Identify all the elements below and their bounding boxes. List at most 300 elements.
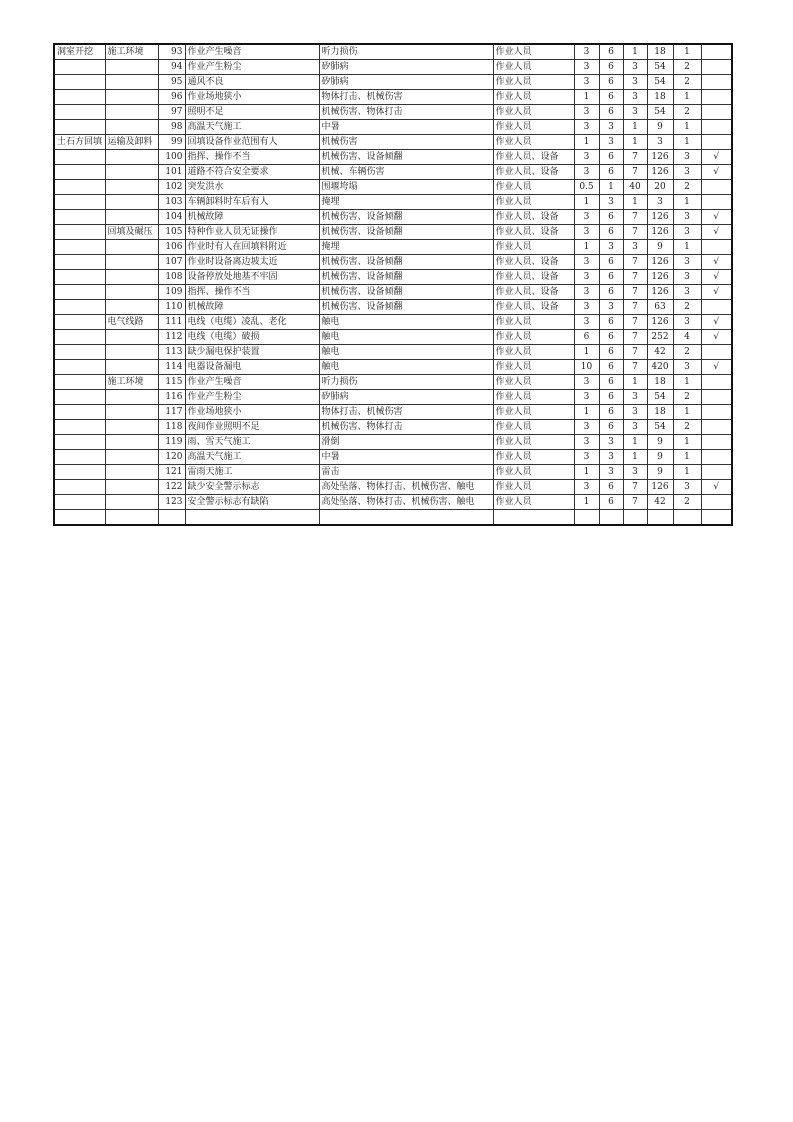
- consequence-cell: 触电: [319, 360, 493, 375]
- major-risk-check-cell: [701, 420, 732, 435]
- category-cell: [54, 75, 105, 90]
- risk-value-cell: 126: [647, 255, 673, 270]
- subcategory-cell: [105, 210, 158, 225]
- subcategory-cell: [105, 450, 158, 465]
- risk-level-cell: 3: [673, 360, 701, 375]
- risk-level-cell: 2: [673, 105, 701, 120]
- hazard-cell: 指挥、操作不当: [185, 285, 319, 300]
- major-risk-check-cell: √: [701, 330, 732, 345]
- likelihood-cell: 3: [574, 420, 599, 435]
- major-risk-check-cell: √: [701, 480, 732, 495]
- table-row: [54, 225, 732, 240]
- category-cell: [54, 390, 105, 405]
- risk-level-cell: 2: [673, 420, 701, 435]
- consequence-cell: 高处坠落、物体打击、机械伤害、触电: [319, 495, 493, 510]
- category-cell: 洞室开挖: [54, 44, 105, 60]
- hazard-cell: 突发洪水: [185, 180, 319, 195]
- major-risk-check-cell: √: [701, 360, 732, 375]
- risk-value-cell: 9: [647, 120, 673, 135]
- risk-value-cell: 252: [647, 330, 673, 345]
- hazard-cell: 作业产生噪音: [185, 375, 319, 390]
- category-cell: [54, 300, 105, 315]
- hazard-cell: 电线（电缆）破损: [185, 330, 319, 345]
- category-cell: [54, 90, 105, 105]
- consequence-cell: 机械伤害、设备倾翻: [319, 255, 493, 270]
- consequence-cell: 听力损伤: [319, 44, 493, 60]
- major-risk-check-cell: √: [701, 255, 732, 270]
- exposure-cell: 3: [599, 120, 623, 135]
- risk-level-cell: 1: [673, 465, 701, 480]
- risk-level-cell: 2: [673, 390, 701, 405]
- risk-value-cell: 126: [647, 480, 673, 495]
- risk-level-cell: 2: [673, 300, 701, 315]
- consequence-score-cell: 7: [623, 360, 647, 375]
- row-number-cell: 111: [158, 315, 185, 330]
- exposure-cell: 6: [599, 255, 623, 270]
- subcategory-cell: [105, 150, 158, 165]
- likelihood-cell: 3: [574, 315, 599, 330]
- category-cell: [54, 150, 105, 165]
- exposure-cell: 3: [599, 300, 623, 315]
- category-cell: [54, 330, 105, 345]
- likelihood-cell: 1: [574, 345, 599, 360]
- affected-cell: 作业人员、设备: [493, 150, 574, 165]
- risk-value-cell: 63: [647, 300, 673, 315]
- risk-level-cell: 1: [673, 195, 701, 210]
- row-number-cell: 112: [158, 330, 185, 345]
- consequence-cell: 机械伤害、设备倾翻: [319, 210, 493, 225]
- major-risk-check-cell: [701, 180, 732, 195]
- major-risk-check-cell: [701, 495, 732, 510]
- affected-cell: 作业人员: [493, 330, 574, 345]
- table-row: [54, 480, 732, 495]
- consequence-cell: 高处坠落、物体打击、机械伤害、触电: [319, 480, 493, 495]
- likelihood-cell: 10: [574, 360, 599, 375]
- exposure-cell: 3: [599, 450, 623, 465]
- hazard-cell: 雨、雪天气施工: [185, 435, 319, 450]
- affected-cell: 作业人员: [493, 60, 574, 75]
- exposure-cell: 6: [599, 105, 623, 120]
- major-risk-check-cell: √: [701, 285, 732, 300]
- likelihood-cell: 0.5: [574, 180, 599, 195]
- hazard-cell: 特种作业人员无证操作: [185, 225, 319, 240]
- hazard-cell: 作业产生粉尘: [185, 60, 319, 75]
- major-risk-check-cell: [701, 435, 732, 450]
- table-row: [54, 495, 732, 510]
- risk-value-cell: 126: [647, 315, 673, 330]
- consequence-score-cell: 3: [623, 75, 647, 90]
- risk-level-cell: [673, 510, 701, 526]
- category-cell: [54, 255, 105, 270]
- exposure-cell: 6: [599, 150, 623, 165]
- consequence-score-cell: 1: [623, 44, 647, 60]
- affected-cell: 作业人员: [493, 90, 574, 105]
- table-row: [54, 180, 732, 195]
- likelihood-cell: 3: [574, 105, 599, 120]
- exposure-cell: 3: [599, 195, 623, 210]
- consequence-score-cell: 7: [623, 270, 647, 285]
- category-cell: [54, 60, 105, 75]
- consequence-cell: 机械、车辆伤害: [319, 165, 493, 180]
- subcategory-cell: [105, 180, 158, 195]
- exposure-cell: 6: [599, 210, 623, 225]
- consequence-cell: 矽肺病: [319, 60, 493, 75]
- table-row: [54, 105, 732, 120]
- exposure-cell: 6: [599, 330, 623, 345]
- table-row: [54, 210, 732, 225]
- consequence-score-cell: 3: [623, 390, 647, 405]
- row-number-cell: 118: [158, 420, 185, 435]
- major-risk-check-cell: √: [701, 270, 732, 285]
- major-risk-check-cell: [701, 90, 732, 105]
- table-row: [54, 435, 732, 450]
- affected-cell: 作业人员: [493, 345, 574, 360]
- exposure-cell: 3: [599, 240, 623, 255]
- subcategory-cell: [105, 495, 158, 510]
- hazard-cell: 作业产生粉尘: [185, 390, 319, 405]
- consequence-cell: 矽肺病: [319, 75, 493, 90]
- consequence-cell: 中暑: [319, 450, 493, 465]
- consequence-cell: 机械伤害、物体打击: [319, 105, 493, 120]
- likelihood-cell: 3: [574, 120, 599, 135]
- hazard-cell: 通风不良: [185, 75, 319, 90]
- subcategory-cell: [105, 360, 158, 375]
- risk-value-cell: 54: [647, 105, 673, 120]
- consequence-score-cell: 7: [623, 285, 647, 300]
- major-risk-check-cell: [701, 75, 732, 90]
- consequence-cell: 雷击: [319, 465, 493, 480]
- consequence-cell: 物体打击、机械伤害: [319, 90, 493, 105]
- category-cell: [54, 345, 105, 360]
- risk-value-cell: 54: [647, 60, 673, 75]
- row-number-cell: 97: [158, 105, 185, 120]
- affected-cell: 作业人员: [493, 240, 574, 255]
- exposure-cell: 6: [599, 165, 623, 180]
- major-risk-check-cell: √: [701, 165, 732, 180]
- table-row: [54, 510, 732, 526]
- hazard-cell: [185, 510, 319, 526]
- category-cell: [54, 180, 105, 195]
- subcategory-cell: [105, 270, 158, 285]
- hazard-cell: 电器设备漏电: [185, 360, 319, 375]
- likelihood-cell: 3: [574, 300, 599, 315]
- risk-level-cell: 3: [673, 165, 701, 180]
- major-risk-check-cell: [701, 135, 732, 150]
- likelihood-cell: 3: [574, 390, 599, 405]
- risk-value-cell: 54: [647, 390, 673, 405]
- exposure-cell: 1: [599, 180, 623, 195]
- exposure-cell: 6: [599, 44, 623, 60]
- affected-cell: 作业人员: [493, 44, 574, 60]
- table-row: [54, 90, 732, 105]
- subcategory-cell: [105, 75, 158, 90]
- consequence-cell: 中暑: [319, 120, 493, 135]
- table-row: [54, 60, 732, 75]
- likelihood-cell: 3: [574, 225, 599, 240]
- risk-level-cell: 4: [673, 330, 701, 345]
- affected-cell: 作业人员: [493, 375, 574, 390]
- consequence-score-cell: 7: [623, 480, 647, 495]
- consequence-score-cell: 7: [623, 210, 647, 225]
- exposure-cell: 6: [599, 420, 623, 435]
- risk-level-cell: 3: [673, 210, 701, 225]
- category-cell: [54, 450, 105, 465]
- consequence-score-cell: 7: [623, 225, 647, 240]
- affected-cell: 作业人员: [493, 405, 574, 420]
- row-number-cell: 122: [158, 480, 185, 495]
- consequence-score-cell: 3: [623, 60, 647, 75]
- consequence-cell: 物体打击、机械伤害: [319, 405, 493, 420]
- category-cell: [54, 195, 105, 210]
- consequence-score-cell: 3: [623, 405, 647, 420]
- risk-level-cell: 2: [673, 345, 701, 360]
- hazard-cell: 作业场地狭小: [185, 405, 319, 420]
- category-cell: [54, 480, 105, 495]
- table-row: [54, 390, 732, 405]
- risk-value-cell: 54: [647, 75, 673, 90]
- table-row: [54, 150, 732, 165]
- consequence-cell: 机械伤害、设备倾翻: [319, 270, 493, 285]
- affected-cell: 作业人员、设备: [493, 255, 574, 270]
- risk-level-cell: 1: [673, 375, 701, 390]
- affected-cell: 作业人员: [493, 390, 574, 405]
- risk-value-cell: 126: [647, 270, 673, 285]
- likelihood-cell: 3: [574, 60, 599, 75]
- category-cell: 土石方回填: [54, 135, 105, 150]
- subcategory-cell: [105, 465, 158, 480]
- row-number-cell: 98: [158, 120, 185, 135]
- table-row: [54, 120, 732, 135]
- consequence-score-cell: 7: [623, 495, 647, 510]
- exposure-cell: 3: [599, 435, 623, 450]
- hazard-cell: 作业时设备离边坡太近: [185, 255, 319, 270]
- row-number-cell: 106: [158, 240, 185, 255]
- risk-value-cell: 3: [647, 195, 673, 210]
- subcategory-cell: [105, 300, 158, 315]
- exposure-cell: 6: [599, 480, 623, 495]
- category-cell: [54, 495, 105, 510]
- risk-value-cell: 42: [647, 495, 673, 510]
- hazard-cell: 机械故障: [185, 210, 319, 225]
- exposure-cell: 6: [599, 375, 623, 390]
- hazard-cell: 夜间作业照明不足: [185, 420, 319, 435]
- hazard-cell: 缺少漏电保护装置: [185, 345, 319, 360]
- row-number-cell: 95: [158, 75, 185, 90]
- major-risk-check-cell: √: [701, 210, 732, 225]
- exposure-cell: 6: [599, 315, 623, 330]
- affected-cell: 作业人员: [493, 195, 574, 210]
- exposure-cell: 6: [599, 60, 623, 75]
- consequence-score-cell: 3: [623, 90, 647, 105]
- subcategory-cell: 运输及卸料: [105, 135, 158, 150]
- risk-level-cell: 1: [673, 44, 701, 60]
- risk-level-cell: 1: [673, 450, 701, 465]
- consequence-cell: 机械伤害、物体打击: [319, 420, 493, 435]
- risk-value-cell: 9: [647, 450, 673, 465]
- table-row: [54, 345, 732, 360]
- category-cell: [54, 510, 105, 526]
- affected-cell: [493, 510, 574, 526]
- exposure-cell: 6: [599, 345, 623, 360]
- row-number-cell: 105: [158, 225, 185, 240]
- consequence-cell: 机械伤害: [319, 135, 493, 150]
- exposure-cell: 6: [599, 75, 623, 90]
- table-row: [54, 240, 732, 255]
- major-risk-check-cell: [701, 405, 732, 420]
- subcategory-cell: [105, 510, 158, 526]
- likelihood-cell: [574, 510, 599, 526]
- category-cell: [54, 405, 105, 420]
- row-number-cell: 123: [158, 495, 185, 510]
- consequence-score-cell: 7: [623, 255, 647, 270]
- exposure-cell: 3: [599, 465, 623, 480]
- risk-level-cell: 3: [673, 225, 701, 240]
- subcategory-cell: [105, 120, 158, 135]
- risk-level-cell: 1: [673, 90, 701, 105]
- row-number-cell: 102: [158, 180, 185, 195]
- subcategory-cell: [105, 390, 158, 405]
- major-risk-check-cell: [701, 195, 732, 210]
- risk-level-cell: 1: [673, 120, 701, 135]
- exposure-cell: 6: [599, 270, 623, 285]
- risk-value-cell: 126: [647, 210, 673, 225]
- hazard-cell: 雷雨天施工: [185, 465, 319, 480]
- affected-cell: 作业人员: [493, 105, 574, 120]
- risk-value-cell: 126: [647, 165, 673, 180]
- consequence-score-cell: 3: [623, 465, 647, 480]
- row-number-cell: 96: [158, 90, 185, 105]
- subcategory-cell: [105, 435, 158, 450]
- risk-level-cell: 2: [673, 75, 701, 90]
- affected-cell: 作业人员、设备: [493, 165, 574, 180]
- major-risk-check-cell: √: [701, 150, 732, 165]
- row-number-cell: 99: [158, 135, 185, 150]
- subcategory-cell: 施工环境: [105, 375, 158, 390]
- exposure-cell: 6: [599, 495, 623, 510]
- affected-cell: 作业人员: [493, 75, 574, 90]
- likelihood-cell: 3: [574, 480, 599, 495]
- category-cell: [54, 465, 105, 480]
- likelihood-cell: 3: [574, 150, 599, 165]
- consequence-score-cell: 7: [623, 150, 647, 165]
- row-number-cell: 108: [158, 270, 185, 285]
- exposure-cell: 3: [599, 135, 623, 150]
- affected-cell: 作业人员、设备: [493, 300, 574, 315]
- consequence-cell: 掩埋: [319, 195, 493, 210]
- affected-cell: 作业人员、设备: [493, 225, 574, 240]
- likelihood-cell: 1: [574, 240, 599, 255]
- category-cell: [54, 165, 105, 180]
- consequence-cell: 听力损伤: [319, 375, 493, 390]
- subcategory-cell: 电气线路: [105, 315, 158, 330]
- risk-value-cell: 420: [647, 360, 673, 375]
- consequence-score-cell: 3: [623, 240, 647, 255]
- exposure-cell: 6: [599, 405, 623, 420]
- risk-level-cell: 3: [673, 285, 701, 300]
- likelihood-cell: 1: [574, 195, 599, 210]
- exposure-cell: 6: [599, 285, 623, 300]
- table-row: [54, 285, 732, 300]
- risk-value-cell: 126: [647, 225, 673, 240]
- hazard-cell: 缺少安全警示标志: [185, 480, 319, 495]
- subcategory-cell: [105, 420, 158, 435]
- hazard-cell: 指挥、操作不当: [185, 150, 319, 165]
- table-row: [54, 255, 732, 270]
- major-risk-check-cell: [701, 345, 732, 360]
- affected-cell: 作业人员: [493, 495, 574, 510]
- hazard-cell: 电线（电缆）凌乱、老化: [185, 315, 319, 330]
- affected-cell: 作业人员: [493, 120, 574, 135]
- hazard-cell: 回填设备作业范围有人: [185, 135, 319, 150]
- row-number-cell: 109: [158, 285, 185, 300]
- table-row: [54, 360, 732, 375]
- major-risk-check-cell: [701, 450, 732, 465]
- row-number-cell: [158, 510, 185, 526]
- consequence-score-cell: 1: [623, 120, 647, 135]
- table-row: [54, 405, 732, 420]
- row-number-cell: 93: [158, 44, 185, 60]
- likelihood-cell: 1: [574, 405, 599, 420]
- consequence-cell: 矽肺病: [319, 390, 493, 405]
- row-number-cell: 110: [158, 300, 185, 315]
- consequence-cell: [319, 510, 493, 526]
- consequence-cell: 滑倒: [319, 435, 493, 450]
- affected-cell: 作业人员: [493, 435, 574, 450]
- likelihood-cell: 6: [574, 330, 599, 345]
- major-risk-check-cell: [701, 240, 732, 255]
- consequence-score-cell: 1: [623, 195, 647, 210]
- category-cell: [54, 210, 105, 225]
- hazard-cell: 设备停放处地基不牢固: [185, 270, 319, 285]
- major-risk-check-cell: [701, 44, 732, 60]
- affected-cell: 作业人员: [493, 465, 574, 480]
- hazard-cell: 作业产生噪音: [185, 44, 319, 60]
- affected-cell: 作业人员、设备: [493, 285, 574, 300]
- affected-cell: 作业人员: [493, 135, 574, 150]
- likelihood-cell: 3: [574, 375, 599, 390]
- consequence-score-cell: 1: [623, 450, 647, 465]
- table-row: [54, 44, 732, 60]
- major-risk-check-cell: [701, 60, 732, 75]
- table-row: [54, 465, 732, 480]
- affected-cell: 作业人员、设备: [493, 270, 574, 285]
- hazard-cell: 道路不符合安全要求: [185, 165, 319, 180]
- affected-cell: 作业人员: [493, 420, 574, 435]
- table-row: [54, 270, 732, 285]
- consequence-score-cell: 7: [623, 300, 647, 315]
- risk-value-cell: 126: [647, 150, 673, 165]
- category-cell: [54, 360, 105, 375]
- exposure-cell: 6: [599, 225, 623, 240]
- affected-cell: 作业人员: [493, 180, 574, 195]
- hazard-cell: 车辆卸料时车后有人: [185, 195, 319, 210]
- row-number-cell: 113: [158, 345, 185, 360]
- category-cell: [54, 225, 105, 240]
- consequence-score-cell: 7: [623, 315, 647, 330]
- row-number-cell: 115: [158, 375, 185, 390]
- category-cell: [54, 420, 105, 435]
- consequence-cell: 掩埋: [319, 240, 493, 255]
- risk-level-cell: 3: [673, 255, 701, 270]
- major-risk-check-cell: [701, 510, 732, 526]
- consequence-score-cell: 3: [623, 105, 647, 120]
- risk-value-cell: 3: [647, 135, 673, 150]
- exposure-cell: 6: [599, 390, 623, 405]
- subcategory-cell: [105, 165, 158, 180]
- table-row: [54, 420, 732, 435]
- affected-cell: 作业人员、设备: [493, 210, 574, 225]
- risk-level-cell: 2: [673, 180, 701, 195]
